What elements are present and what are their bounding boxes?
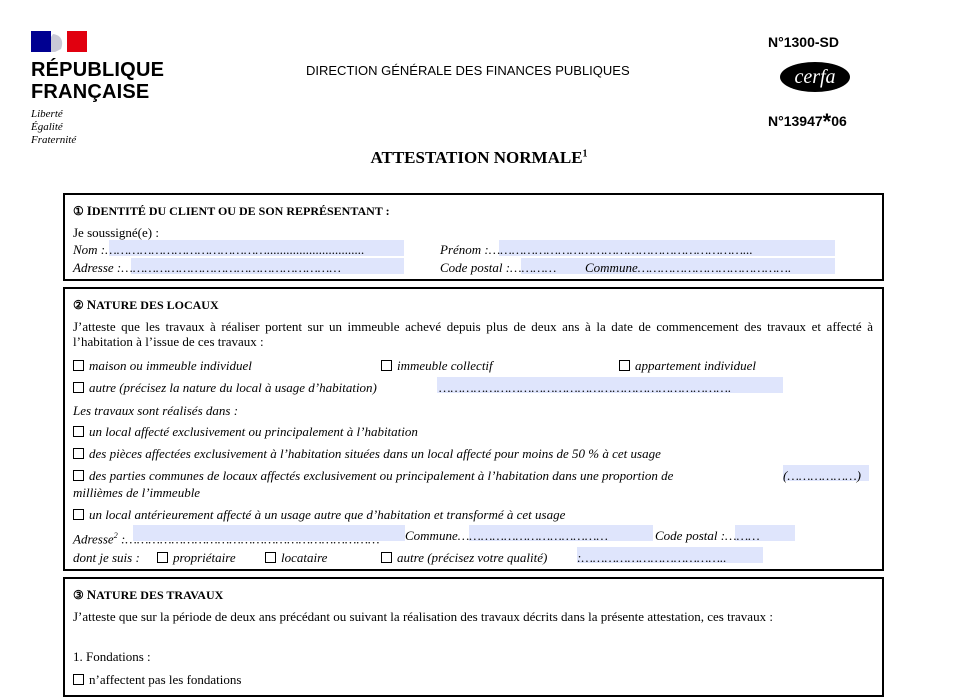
fondations-label: 1. Fondations :	[73, 649, 151, 664]
checkbox[interactable]	[73, 509, 84, 520]
opt-pieces[interactable]: des pièces affectées exclusivement à l’habitation situées dans un local affecté pour moins de 50 % à cet usage	[73, 446, 661, 461]
qualite-field[interactable]: :………………………………..	[577, 550, 727, 565]
adresse2-field[interactable]: Adresse$^2$ :…………………………………………………………	[73, 531, 380, 547]
opt-appartement[interactable]: appartement individuel	[619, 358, 756, 373]
checkbox[interactable]	[381, 552, 392, 563]
checkbox[interactable]	[73, 674, 84, 685]
cerfa-number: N°13947*06	[768, 109, 847, 134]
opt-fondations[interactable]: n’affectent pas les fondations	[73, 672, 241, 687]
section-works-nature	[63, 577, 884, 697]
checkbox[interactable]	[265, 552, 276, 563]
checkbox[interactable]	[73, 426, 84, 437]
opt-autre-qualite[interactable]: autre (précisez votre qualité)	[381, 550, 547, 565]
checkbox[interactable]	[73, 360, 84, 371]
checkbox[interactable]	[73, 382, 84, 393]
cerfa-logo	[779, 61, 851, 93]
section3-title: ③ NATURE DES TRAVAUX	[73, 587, 224, 602]
milliemes-field[interactable]: (………………)	[783, 468, 862, 483]
opt-autre-local[interactable]: autre (précisez la nature du local à usage d’habitation)	[73, 380, 377, 395]
form-number: N°1300-SD	[768, 34, 839, 50]
section2-title: ② NATURE DES LOCAUX	[73, 297, 219, 312]
opt-local-habitation[interactable]: un local affecté exclusivement ou principalement à l’habitation	[73, 424, 418, 439]
dont-label: dont je suis :	[73, 550, 140, 565]
adresse-field[interactable]: Adresse :…………………………………………………	[73, 260, 341, 275]
opt-collectif[interactable]: immeuble collectif	[381, 358, 493, 373]
page-title: ATTESTATION NORMALE$^1$	[370, 148, 588, 167]
checkbox[interactable]	[157, 552, 168, 563]
section-client-identity	[63, 193, 884, 281]
opt-anterieur[interactable]: un local antérieurement affecté à un usage autre que d’habitation et transformé à cet usage	[73, 507, 565, 522]
commune-field[interactable]: Commune………………………………….	[585, 260, 792, 275]
milliemes-label: millièmes de l’immeuble	[73, 485, 201, 500]
works-intro: J’atteste que sur la période de deux ans précédant ou suivant la réalisation des travaux décrits dans la présente attestation, ces travaux :	[73, 609, 773, 624]
checkbox[interactable]	[619, 360, 630, 371]
svg-text:cerfa: cerfa	[794, 66, 836, 88]
commune2-field[interactable]: Commune…………………………………	[405, 528, 608, 543]
marianne-flag-logo	[31, 31, 87, 52]
soussigne-label: Je soussigné(e) :	[73, 225, 159, 240]
checkbox[interactable]	[73, 470, 84, 481]
opt-proprietaire[interactable]: propriétaire	[157, 550, 236, 565]
autre-local-field[interactable]: ………………………………………………………………….	[439, 380, 732, 395]
republic-motto: Liberté Égalité Fraternité	[31, 108, 77, 146]
section1-title: ① IDENTITÉ DU CLIENT OU DE SON REPRÉSENTANT :	[73, 203, 390, 218]
prenom-field[interactable]: Prénom :…………………………………………………………...	[440, 242, 753, 257]
realises-label: Les travaux sont réalisés dans :	[73, 403, 239, 418]
republic-wordmark: RÉPUBLIQUE FRANÇAISE	[31, 59, 165, 103]
checkbox[interactable]	[73, 448, 84, 459]
opt-locataire[interactable]: locataire	[265, 550, 327, 565]
checkbox[interactable]	[381, 360, 392, 371]
code-postal-field[interactable]: Code postal :…………	[440, 260, 557, 275]
premises-intro: J’atteste que les travaux à réaliser portent sur un immeuble achevé depuis plus de deux ans à la date de commencement des travaux et affecté à l’habitation à l’issue de ces travaux :	[73, 319, 873, 349]
section-premises-nature	[63, 287, 884, 571]
direction-title: DIRECTION GÉNÉRALE DES FINANCES PUBLIQUES	[306, 63, 630, 78]
code-postal2-field[interactable]: Code postal :………	[655, 528, 760, 543]
opt-maison[interactable]: maison ou immeuble individuel	[73, 358, 252, 373]
nom-field[interactable]: Nom :……………………………………..............................	[73, 242, 365, 257]
opt-parties-communes[interactable]: des parties communes de locaux affectés exclusivement ou principalement à l’habitation dans une proportion de	[73, 468, 673, 483]
